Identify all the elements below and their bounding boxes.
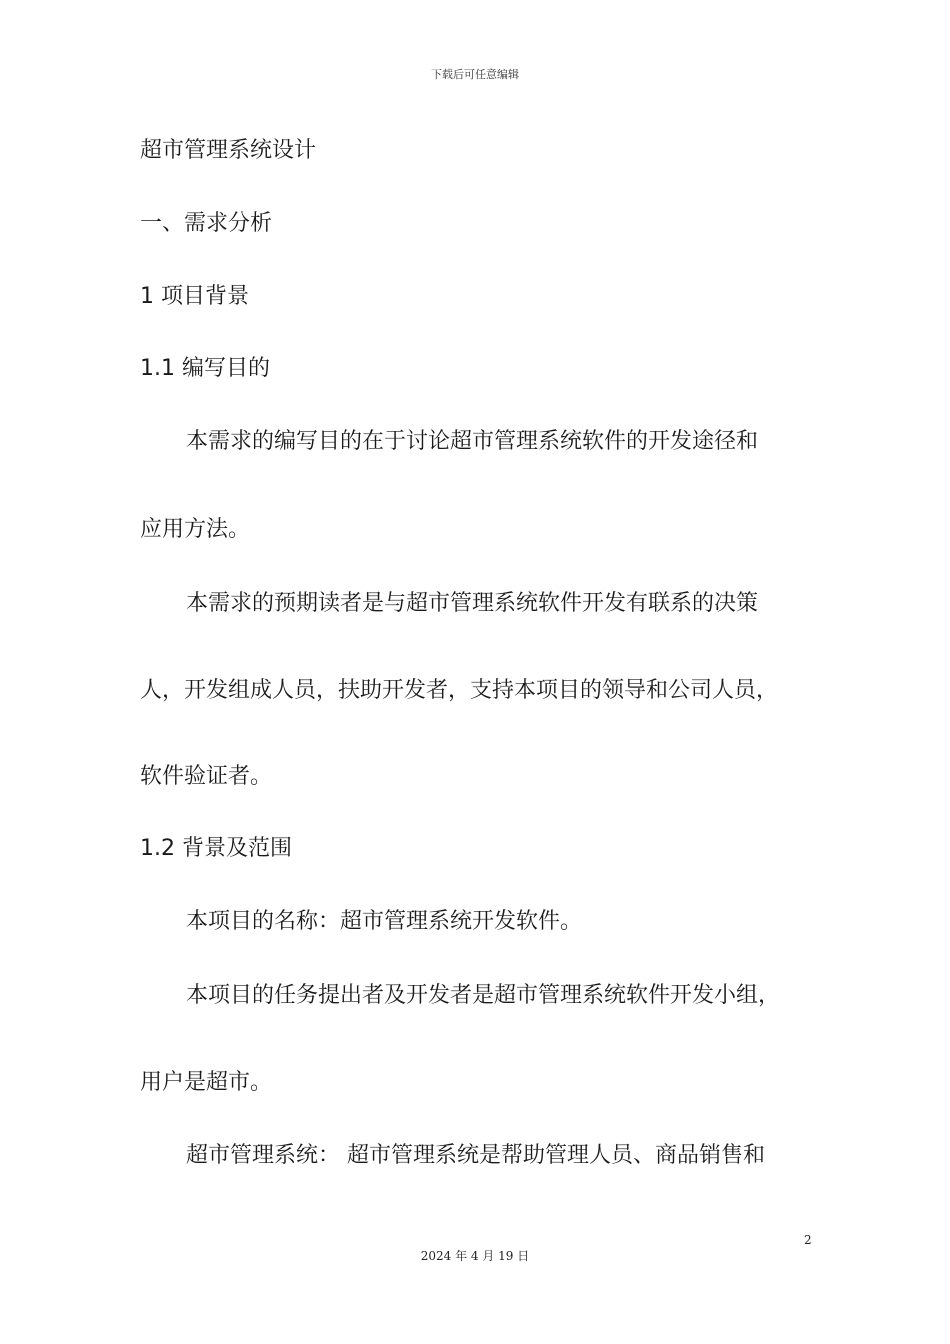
paragraph-line: 应用方法。: [140, 517, 251, 542]
paragraph-line: 本项目的名称：超市管理系统开发软件。: [186, 909, 583, 934]
page-number: 2: [804, 1233, 812, 1247]
paragraph-line: 软件验证者。: [140, 764, 273, 789]
page-header-note: 下载后可任意编辑: [431, 68, 519, 81]
paragraph-line: 人，开发组成人员，扶助开发者，支持本项目的领导和公司人员，: [140, 678, 779, 703]
section-heading-requirements: 一、需求分析: [140, 211, 273, 236]
footer-date: 2024 年 4 月 19 日: [420, 1249, 530, 1263]
document-title: 超市管理系统设计: [140, 138, 317, 163]
paragraph-line: 本项目的任务提出者及开发者是超市管理系统软件开发小组，: [186, 983, 781, 1008]
subsection-heading-purpose: 1.1 编写目的: [140, 356, 270, 381]
subsection-heading-project-background: 1 项目背景: [140, 284, 249, 309]
paragraph-line: 本需求的编写目的在于讨论超市管理系统软件的开发途径和: [186, 429, 759, 454]
paragraph-line: 本需求的预期读者是与超市管理系统软件开发有联系的决策: [186, 591, 759, 616]
paragraph-line: 用户是超市。: [140, 1070, 273, 1095]
paragraph-line: 超市管理系统： 超市管理系统是帮助管理人员、商品销售和: [186, 1143, 765, 1168]
subsection-heading-background-scope: 1.2 背景及范围: [140, 836, 292, 861]
